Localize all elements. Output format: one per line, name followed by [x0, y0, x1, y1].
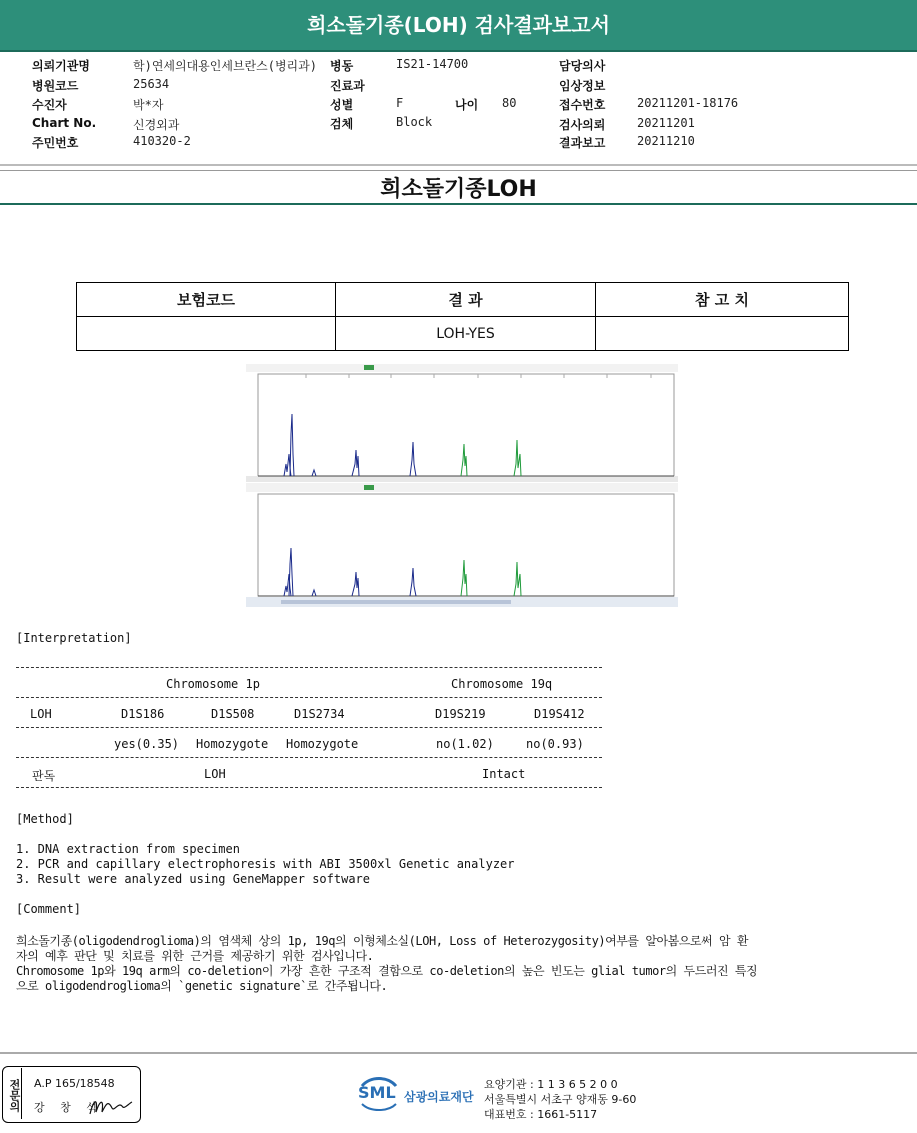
chr19q-label: Chromosome 19q — [451, 677, 553, 691]
divider — [16, 787, 602, 788]
divider — [16, 697, 602, 698]
value-report-date: 20211210 — [637, 134, 695, 148]
method-item: 1. DNA extraction from specimen — [16, 842, 240, 856]
marker-d19s412: D19S412 — [534, 707, 585, 721]
value-specimen: Block — [396, 115, 433, 129]
value-resident-no: 410320-2 — [133, 134, 191, 148]
value-d1s186: yes(0.35) — [114, 737, 180, 751]
result-table — [76, 282, 849, 351]
value-age: 80 — [502, 96, 517, 110]
label-department: 진료과 — [330, 79, 365, 93]
value-request-date: 20211201 — [637, 116, 695, 130]
marker-d19s219: D19S219 — [435, 707, 486, 721]
divider — [16, 757, 602, 758]
label-request-date: 검사의뢰 — [559, 118, 606, 132]
loh-row-label: LOH — [30, 707, 52, 721]
value-d19s219: no(1.02) — [436, 737, 494, 751]
label-report-date: 결과보고 — [559, 136, 606, 150]
comment-line: 자의 예후 판단 및 치료를 위한 근거를 제공하기 위한 검사입니다. — [16, 949, 374, 963]
section-title: 희소돌기종LOH — [380, 177, 537, 202]
comment-line: Chromosome 1p와 19q arm의 co-deletion이 가장 흔한 구조적 결함으로 co-deletion의 높은 빈도는 glial tumor의 두드러진 특징 — [16, 964, 758, 978]
stamp-doctor-name: 강 창 석 — [34, 1101, 103, 1114]
value-d1s2734: Homozygote — [286, 737, 359, 751]
comment-heading: [Comment] — [16, 902, 82, 916]
footer-info-line: 요양기관 : 1 1 3 6 5 2 0 0 — [484, 1078, 618, 1091]
value-patient: 박*자 — [133, 98, 164, 112]
label-specimen: 검체 — [330, 117, 354, 131]
marker-d1s186: D1S186 — [121, 707, 165, 721]
footer-info-line: 서울특별시 서초구 양재동 9-60 — [484, 1093, 637, 1106]
label-physician: 담당의사 — [559, 59, 606, 73]
logo-mark: SML — [358, 1083, 396, 1102]
comment-line: 으로 oligodendroglioma의 `genetic signature`로 간주됩니다. — [16, 979, 388, 993]
divider — [16, 667, 602, 668]
marker-d1s508: D1S508 — [211, 707, 255, 721]
cell-result: LOH-YES — [336, 317, 596, 351]
value-d1s508: Homozygote — [196, 737, 269, 751]
header-reference: 참 고 치 — [596, 283, 849, 317]
value-receipt-no: 20211201-18176 — [637, 96, 739, 110]
cell-insurance-code — [77, 317, 336, 351]
label-sex: 성별 — [330, 98, 354, 112]
comment-line: 희소돌기종(oligodendroglioma)의 염색체 상의 1p, 19q의 이형체소실(LOH, Loss of Heterozygosity)여부를 알아봄으로써 암 환 — [16, 934, 749, 948]
label-requesting-institution: 의뢰기관명 — [32, 59, 90, 73]
method-item: 2. PCR and capillary electrophoresis with ABI 3500xl Genetic analyzer — [16, 857, 515, 871]
judgement-label: 판독 — [32, 769, 56, 783]
label-patient: 수진자 — [32, 98, 67, 112]
value-d19s412: no(0.93) — [526, 737, 584, 751]
label-receipt-no: 접수번호 — [559, 98, 606, 112]
chr1p-label: Chromosome 1p — [166, 677, 260, 691]
value-requesting-institution: 학)연세의대용인세브란스(병리과) — [133, 59, 317, 73]
header-insurance-code: 보험코드 — [77, 283, 336, 317]
handwritten-signature — [88, 1094, 134, 1118]
marker-d1s2734: D1S2734 — [294, 707, 345, 721]
divider — [0, 203, 917, 205]
report-title: 희소돌기종(LOH) 검사결과보고서 — [307, 13, 610, 37]
cell-reference — [596, 317, 849, 351]
label-chart-no: Chart No. — [32, 116, 97, 130]
label-ward: 병동 — [330, 59, 354, 73]
table-row — [77, 317, 849, 351]
method-item: 3. Result were analyzed using GeneMapper software — [16, 872, 371, 886]
method-heading: [Method] — [16, 812, 74, 826]
label-resident-no: 주민번호 — [32, 136, 79, 150]
footer-info-line: 대표번호 : 1661-5117 — [484, 1108, 598, 1121]
stamp-license-no: A.P 165/18548 — [34, 1077, 115, 1090]
value-ward: IS21-14700 — [396, 57, 469, 71]
divider — [16, 727, 602, 728]
value-chart-no: 신경외과 — [133, 118, 180, 132]
label-age: 나이 — [455, 98, 479, 112]
divider — [0, 164, 917, 166]
logo-name: 삼광의료재단 — [404, 1090, 474, 1104]
interpretation-heading: [Interpretation] — [16, 631, 132, 645]
divider — [0, 170, 917, 171]
judgement-1p: LOH — [204, 767, 226, 781]
label-hospital-code: 병원코드 — [32, 79, 79, 93]
table-header-row — [77, 283, 849, 317]
label-clinical-info: 임상정보 — [559, 79, 606, 93]
electropherogram-image — [246, 364, 678, 610]
value-hospital-code: 25634 — [133, 77, 170, 91]
judgement-19q: Intact — [482, 767, 526, 781]
stamp-specialist-label: 전문의 — [4, 1068, 22, 1119]
footer-divider — [0, 1052, 917, 1054]
value-sex: F — [396, 96, 404, 110]
header-result: 결 과 — [336, 283, 596, 317]
